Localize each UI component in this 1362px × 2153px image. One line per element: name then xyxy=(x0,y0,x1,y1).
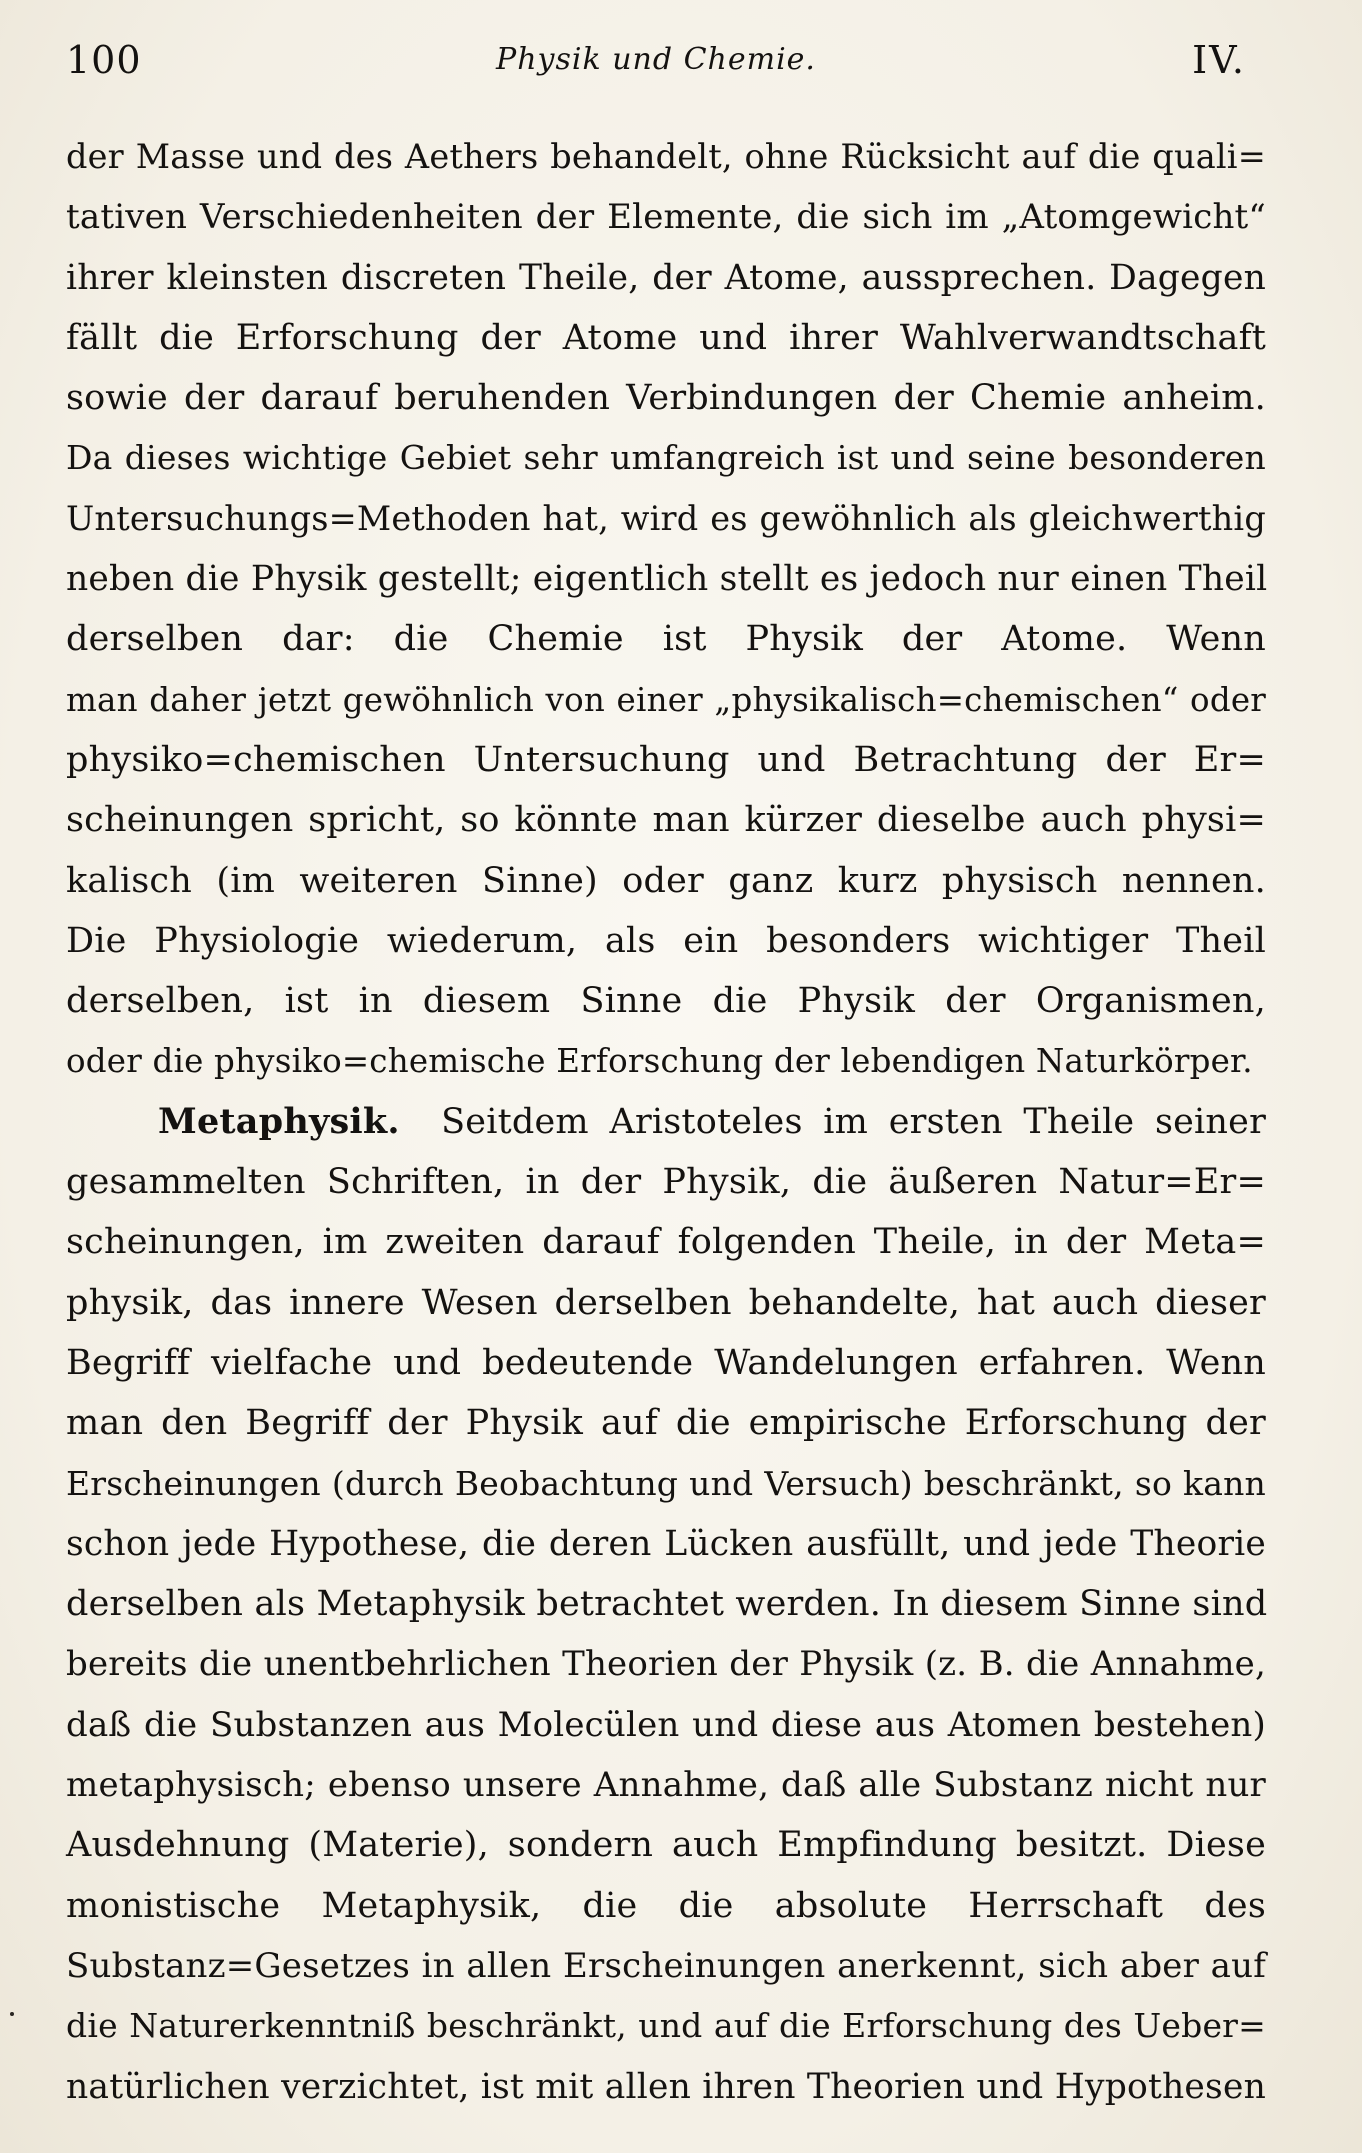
text-line: Untersuchungs=Methoden hat, wird es gewöhnlich als gleichwerthig xyxy=(66,498,1266,538)
page-header xyxy=(66,38,1246,98)
paper-speck xyxy=(10,2012,14,2016)
text-line: tativen Verschiedenheiten der Elemente, die sich im „Atomgewicht“ xyxy=(66,197,1266,238)
text-line: Ausdehnung (Materie), sondern auch Empfindung besitzt. Diese xyxy=(66,1825,1266,1866)
text-line: bereits die unentbehrlichen Theorien der Physik (z. B. die Annahme, xyxy=(66,1644,1266,1685)
text-line: derselben, ist in diesem Sinne die Physik der Organismen, xyxy=(66,981,1266,1022)
text-line: gesammelten Schriften, in der Physik, die äußeren Natur=Er= xyxy=(66,1162,1266,1203)
text-line: derselben als Metaphysik betrachtet werden. In diesem Sinne sind xyxy=(66,1584,1268,1625)
running-title: Physik und Chemie. xyxy=(496,42,816,77)
text-line: kalisch (im weiteren Sinne) oder ganz kurz physisch nennen. xyxy=(66,860,1266,901)
text-line: der Masse und des Aethers behandelt, ohne Rücksicht auf die quali= xyxy=(66,137,1266,176)
text-line: Erscheinungen (durch Beobachtung und Versuch) beschränkt, so kann xyxy=(66,1463,1266,1503)
text-line: Die Physiologie wiederum, als ein besonders wichtiger Theil xyxy=(66,920,1266,961)
text-line: Substanz=Gesetzes in allen Erscheinungen anerkennt, sich aber auf xyxy=(66,1945,1266,1986)
text-line: oder die physiko=chemische Erforschung der lebendigen Naturkörper. xyxy=(66,1042,1253,1081)
paragraph-physics-chemistry xyxy=(66,127,1266,1092)
text-line: schon jede Hypothese, die deren Lücken ausfüllt, und jede Theorie xyxy=(66,1523,1266,1564)
text-line: fällt die Erforschung der Atome und ihrer Wahlverwandtschaft xyxy=(66,317,1266,358)
text-line: man daher jetzt gewöhnlich von einer „physikalisch=chemischen“ oder xyxy=(66,680,1266,719)
text-line: Da dieses wichtige Gebiet sehr umfangreich ist und seine besonderen xyxy=(66,438,1266,478)
page-number: 100 xyxy=(66,38,142,82)
text-line: die Naturerkenntniß beschränkt, und auf die Erforschung des Ueber= xyxy=(66,2006,1266,2046)
body-text xyxy=(66,127,1266,2117)
text-line: Begriff vielfache und bedeutende Wandelungen erfahren. Wenn xyxy=(66,1342,1266,1383)
paragraph-metaphysics xyxy=(66,1092,1266,2117)
text-line: ihrer kleinsten discreten Theile, der Atome, aussprechen. Dagegen xyxy=(66,257,1266,298)
text-line: daß die Substanzen aus Molecülen und diese aus Atomen bestehen) xyxy=(66,1704,1266,1745)
text-line: derselben dar: die Chemie ist Physik der Atome. Wenn xyxy=(66,619,1266,660)
text-line-first xyxy=(66,1092,1266,1152)
text-line: natürlichen verzichtet, ist mit allen ihren Theorien und Hypothesen xyxy=(66,2066,1266,2107)
text-line: man den Begriff der Physik auf die empirische Erforschung der xyxy=(66,1403,1266,1444)
text-line: physiko=chemischen Untersuchung und Betrachtung der Er= xyxy=(66,739,1266,780)
section-heading-metaphysik: Metaphysik. xyxy=(158,1100,400,1142)
text-line: sowie der darauf beruhenden Verbindungen der Chemie anheim. xyxy=(66,378,1266,419)
text-line: metaphysisch; ebenso unsere Annahme, daß alle Substanz nicht nur xyxy=(66,1765,1266,1806)
first-line-text: Seitdem Aristoteles im ersten Theile seiner xyxy=(441,1101,1266,1142)
text-line: physik, das innere Wesen derselben behandelte, hat auch dieser xyxy=(66,1282,1266,1323)
text-line: neben die Physik gestellt; eigentlich stellt es jedoch nur einen Theil xyxy=(66,559,1268,600)
text-line: scheinungen spricht, so könnte man kürzer dieselbe auch physi= xyxy=(66,800,1266,841)
text-line: monistische Metaphysik, die die absolute Herrschaft des xyxy=(66,1885,1266,1926)
text-line: scheinungen, im zweiten darauf folgenden Theile, in der Meta= xyxy=(66,1222,1266,1263)
section-number: IV. xyxy=(1192,38,1246,82)
